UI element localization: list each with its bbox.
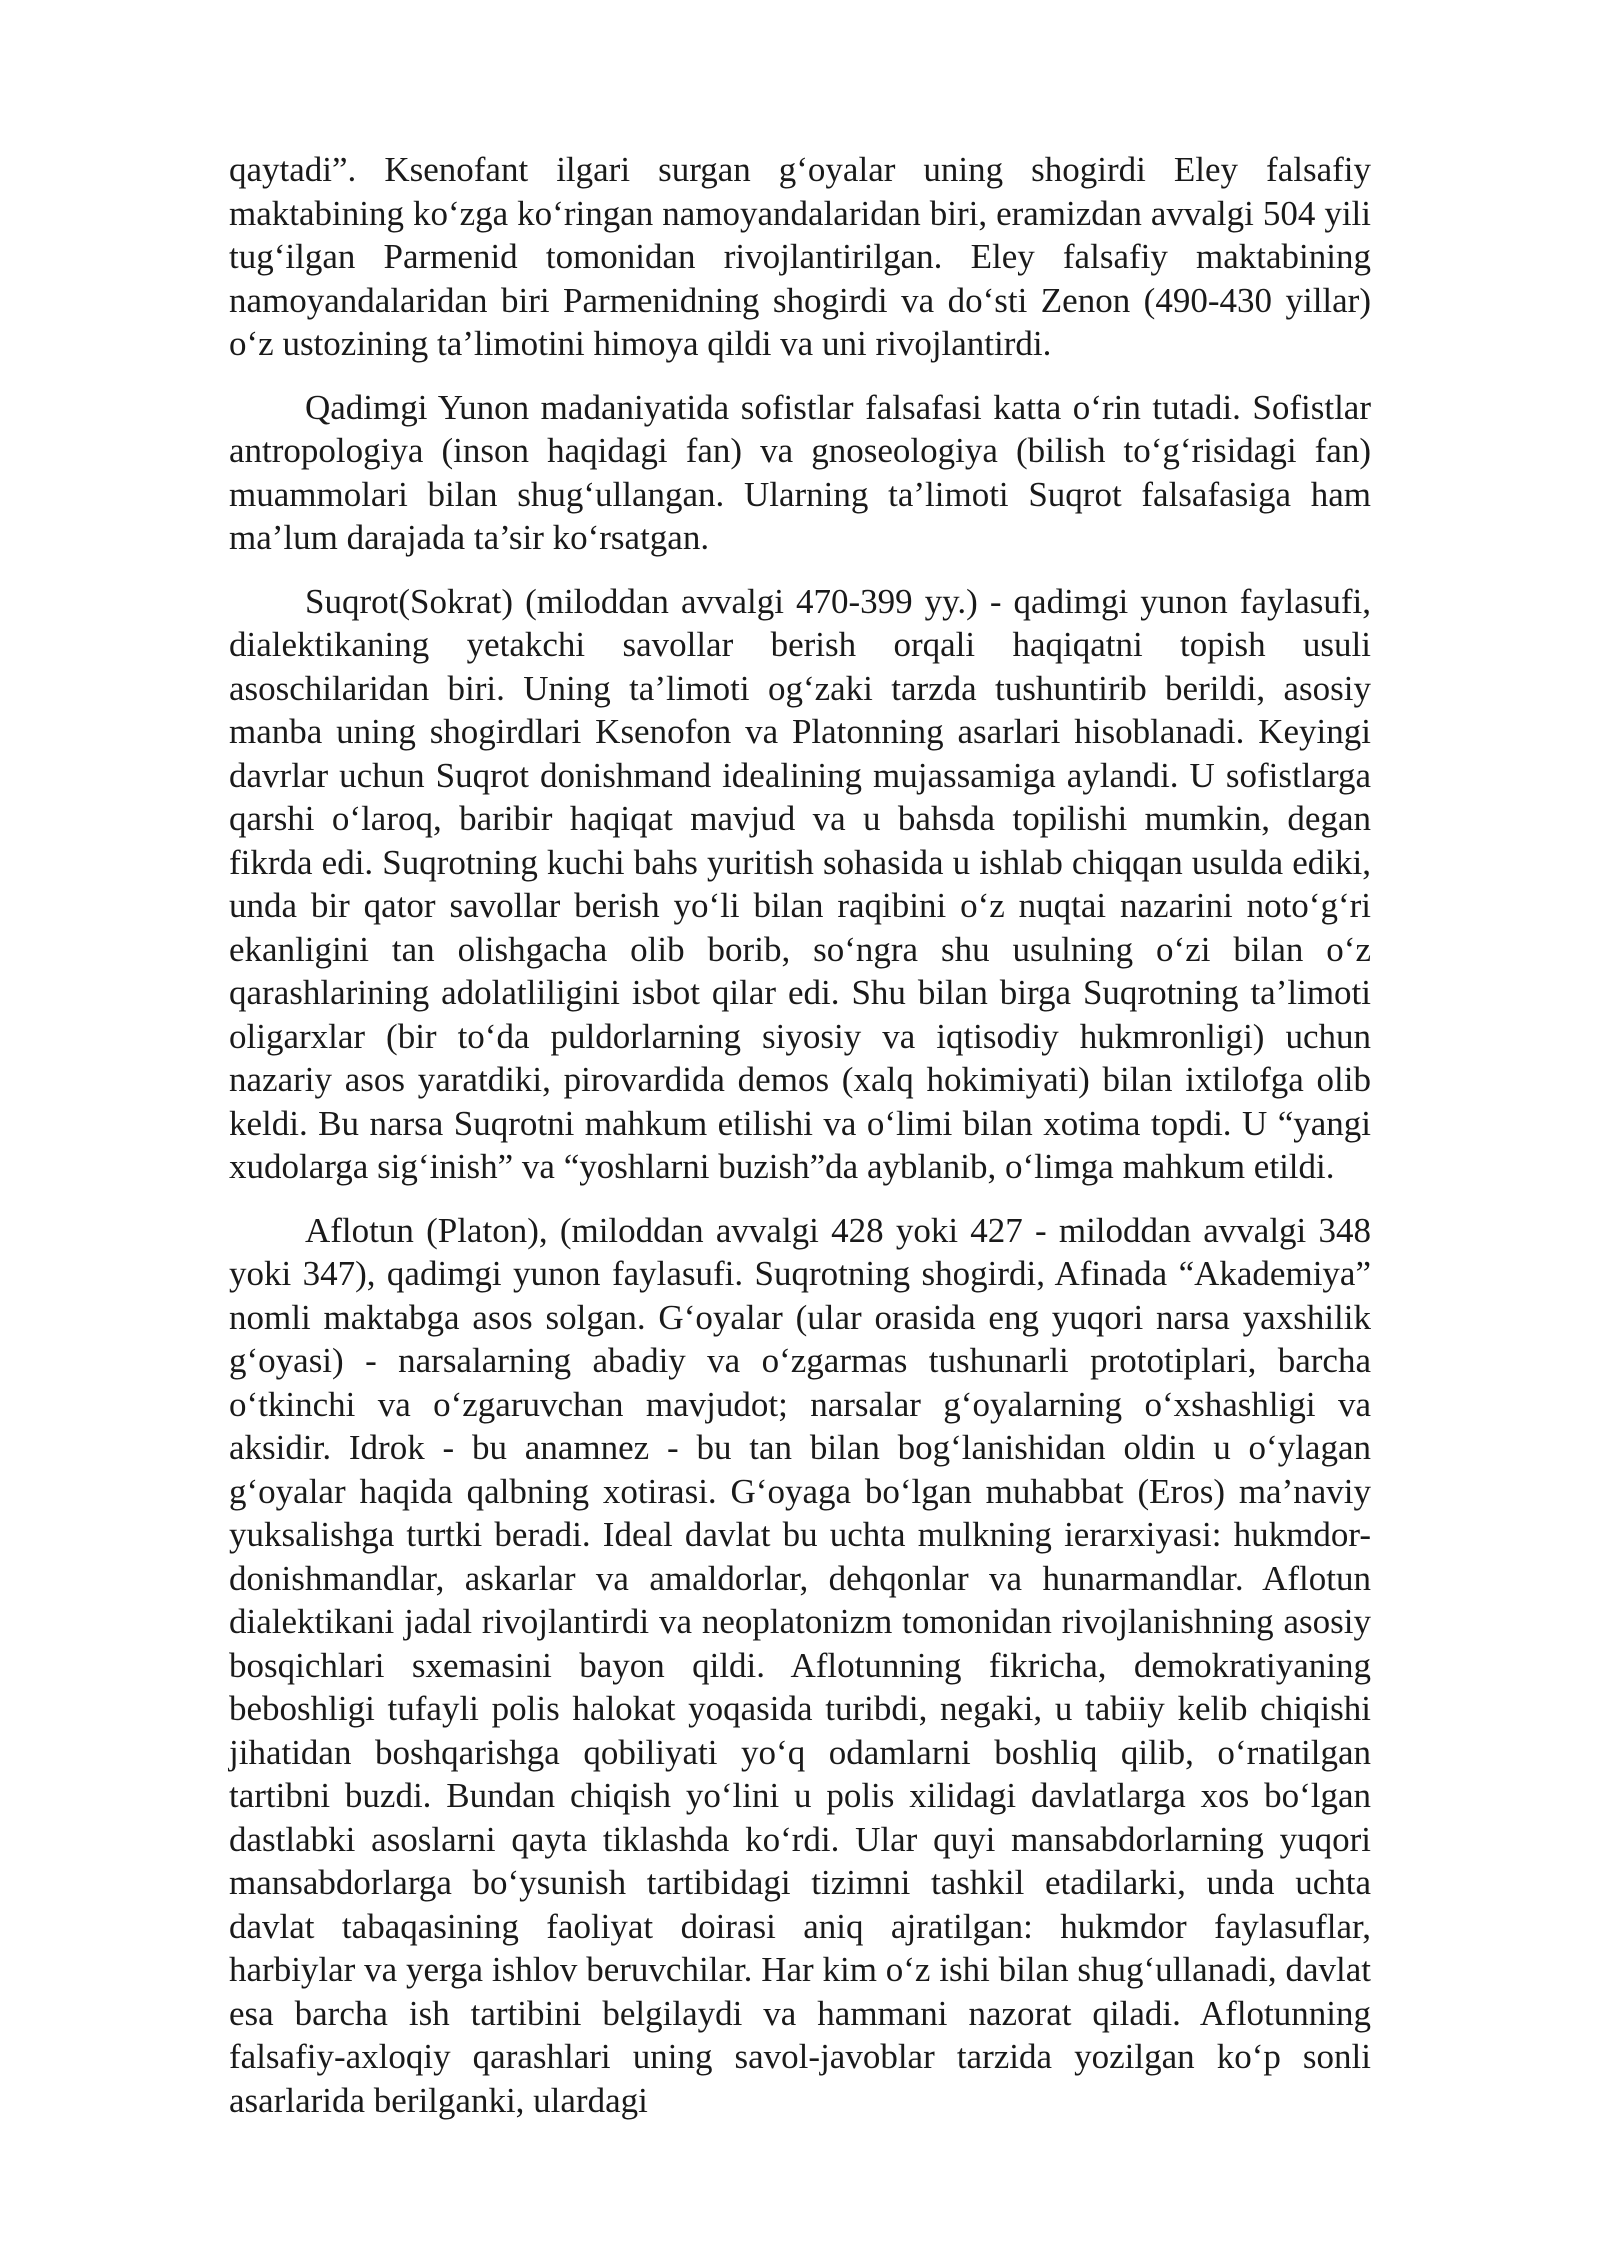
paragraph-suqrot: Suqrot(Sokrat) (miloddan avvalgi 470-399 yy.) - qadimgi yunon faylasufi, dialektikaning yetakchi savollar berish orqali haqiqatni topish usuli asoschilaridan biri. Uning ta’limoti og‘zaki tarzda tushuntirib berildi, asosiy manba uning shogirdlari Ksenofon va Platonning asarlari hisoblanadi. Keyingi davrlar uchun Suqrot donishmand idealining mujassamiga aylandi. U sofistlarga qarshi o‘laroq, baribir haqiqat mavjud va u bahsda topilishi mumkin, degan fikrda edi. Suqrotning kuchi bahs yuritish sohasida u ishlab chiqqan usulda ediki, unda bir qator savollar berish yo‘li bilan raqibini o‘z nuqtai nazarini noto‘g‘ri ekanligini tan olishgacha olib borib, so‘ngra shu usulning o‘zi bilan o‘z qarashlarining adolatliligini isbot qilar edi. Shu bilan birga Suqrotning ta’limoti oligarxlar (bir to‘da puldorlarning siyosiy va iqtisodiy hukmronligi) uchun nazariy asos yaratdiki, pirovardida demos (xalq hokimiyati) bilan ixtilofga olib keldi. Bu narsa Suqrotni mahkum etilishi va o‘limi bilan xotima topdi. U “yangi xudolarga sig‘inish” va “yoshlarni buzish”da ayblanib, o‘limga mahkum etildi. (229, 581, 1371, 1186)
paragraph-aflotun: Aflotun (Platon), (miloddan avvalgi 428 yoki 427 - miloddan avvalgi 348 yoki 347), qadimgi yunon faylasufi. Suqrotning shogirdi, Afinada “Akademiya” nomli maktabga asos solgan. G‘oyalar (ular orasida eng yuqori narsa yaxshilik g‘oyasi) - narsalarning abadiy va o‘zgarmas tushunarli prototiplari, barcha o‘tkinchi va o‘zgaruvchan mavjudot; narsalar g‘oyalarning o‘xshashligi va aksidir. Idrok - bu anamnez - bu tan bilan bog‘lanishidan oldin u o‘ylagan g‘oyalar haqida qalbning xotirasi. G‘oyaga bo‘lgan muhabbat (Eros) ma’naviy yuksalishga turtki beradi. Ideal davlat bu uchta mulkning ierarxiyasi: hukmdor-donishmandlar, askarlar va amaldorlar, dehqonlar va hunarmandlar. Aflotun dialektikani jadal rivojlantirdi va neoplatonizm tomonidan rivojlanishning asosiy bosqichlari sxemasini bayon qildi. Aflotunning fikricha, demokratiyaning beboshligi tufayli polis halokat yoqasida turibdi, negaki, u tabiiy kelib chiqishi jihatidan boshqarishga qobiliyati yo‘q odamlarni boshliq qilib, o‘rnatilgan tartibni buzdi. Bundan chiqish yo‘lini u polis xilidagi davlatlarga xos bo‘lgan dastlabki asoslarni qayta tiklashda ko‘rdi. Ular quyi mansabdorlarning yuqori mansabdorlarga bo‘ysunish tartibidagi tizimni tashkil etadilarki, unda uchta davlat tabaqasining faoliyat doirasi aniq ajratilgan: hukmdor faylasuflar, harbiylar va yerga ishlov beruvchilar. Har kim o‘z ishi bilan shug‘ullanadi, davlat esa barcha ish tartibini belgilaydi va hammani nazorat qiladi. Aflotunning falsafiy-axloqiy qarashlari uning savol-javoblar tarzida yozilgan ko‘p sonli asarlarida berilganki, ulardagi (229, 1210, 1371, 2120)
paragraph-sofistlar: Qadimgi Yunon madaniyatida sofistlar falsafasi katta o‘rin tutadi. Sofistlar antropologiya (inson haqidagi fan) va gnoseologiya (bilish to‘g‘risidagi fan) muammolari bilan shug‘ullangan. Ularning ta’limoti Suqrot falsafasiga ham ma’lum darajada ta’sir ko‘rsatgan. (229, 387, 1371, 557)
document-page (229, 148, 1371, 2142)
paragraph-continuation: qaytadi”. Ksenofant ilgari surgan g‘oyalar uning shogirdi Eley falsafiy maktabining ko‘zga ko‘ringan namoyandalaridan biri, eramizdan avvalgi 504 yili tug‘ilgan Parmenid tomonidan rivojlantirilgan. Eley falsafiy maktabining namoyandalaridan biri Parmenidning shogirdi va do‘sti Zenon (490-430 yillar) o‘z ustozining ta’limotini himoya qildi va uni rivojlantirdi. (229, 150, 1371, 363)
